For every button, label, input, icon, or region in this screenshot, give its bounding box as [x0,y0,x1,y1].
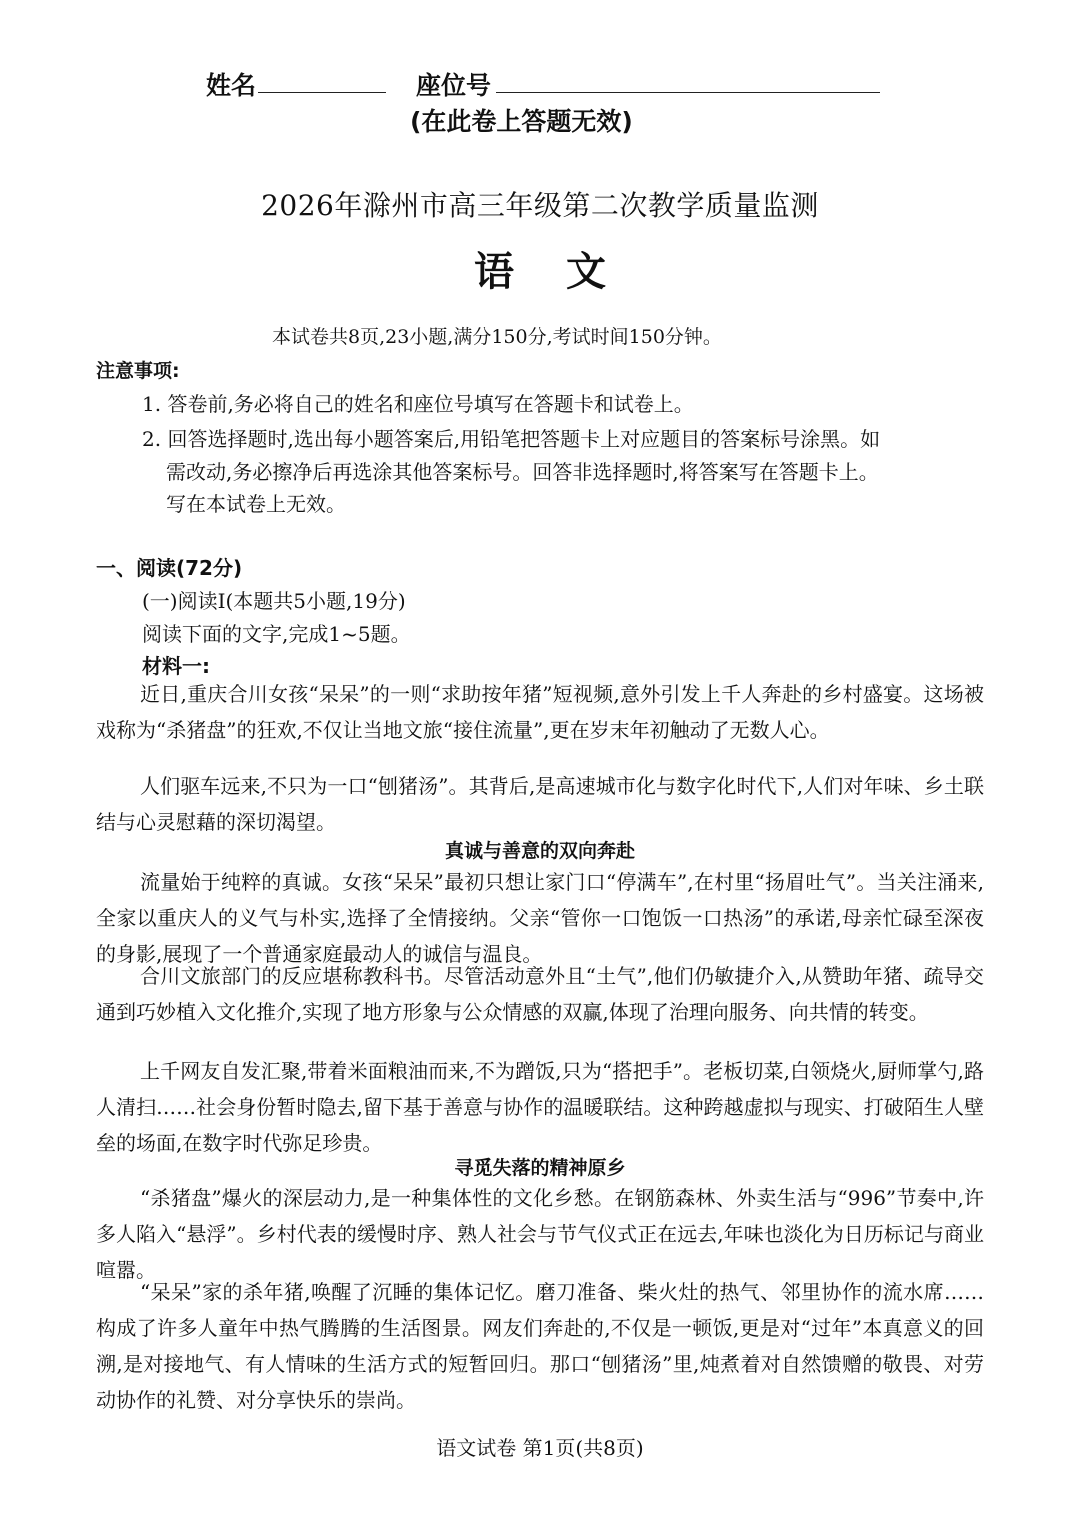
seat-label: 座位号 [416,71,492,100]
section-title: 一、阅读(72分) [96,556,243,580]
invalid-note: (在此卷上答题无效) [410,107,633,136]
paragraph-1: 近日,重庆合川女孩“呆呆”的一则“求助按年猪”短视频,意外引发上千人奔赴的乡村盛宴。这场被戏称为“杀猪盘”的狂欢,不仅让当地文旅“接住流量”,更在岁末年初触动了无数人心。 [96,682,984,742]
subhead-1: 真诚与善意的双向奔赴 [444,840,635,862]
subhead-2: 寻觅失落的精神原乡 [454,1157,626,1179]
note-item-2-line-1: 2. 回答选择题时,选出每小题答案后,用铅笔把答题卡上对应题目的答案标号涂黑。如 [142,427,881,451]
paragraph-3: 流量始于纯粹的真诚。女孩“呆呆”最初只想让家门口“停满车”,在村里“扬眉吐气”。当关注涌来,全家以重庆人的义气与朴实,选择了全情接纳。父亲“管你一口饱饭一口热汤”的承诺,母亲忙碌至深夜的身影,展现了一个普通家庭最动人的诚信与温良。 [96,870,984,966]
note-item-2-line-3: 写在本试卷上无效。 [166,492,346,516]
name-blank-line [258,92,386,93]
paragraph-5: 上千网友自发汇聚,带着米面粮油而来,不为蹭饭,只为“搭把手”。老板切菜,白领烧火,厨师掌勺,路人清扫……社会身份暂时隐去,留下基于善意与协作的温暖联结。这种跨越虚拟与现实、打破陌生人壁垒的场面,在数字时代弥足珍贵。 [96,1059,984,1155]
notes-title: 注意事项: [96,360,180,382]
part-title: (一)阅读Ⅰ(本题共5小题,19分) [142,589,406,613]
material-label: 材料一: [142,654,210,678]
exam-intro: 本试卷共8页,23小题,满分150分,考试时间150分钟。 [272,326,722,348]
subject-title: 语文 [474,249,658,295]
page-footer: 语文试卷 第1页(共8页) [436,1436,644,1460]
paragraph-7: “呆呆”家的杀年猪,唤醒了沉睡的集体记忆。磨刀准备、柴火灶的热气、邻里协作的流水席……构成了许多人童年中热气腾腾的生活图景。网友们奔赴的,不仅是一顿饭,更是对“过年”本真意义的回溯,是对接地气、有人情味的生活方式的短暂回归。那口“刨猪汤”里,炖煮着对自然馈赠的敬畏、对劳动协作的礼赞、对分享快乐的崇尚。 [96,1280,984,1412]
paragraph-2: 人们驱车远来,不只为一口“刨猪汤”。其背后,是高速城市化与数字化时代下,人们对年味、乡土联结与心灵慰藉的深切渴望。 [96,774,984,834]
name-label: 姓名 [206,71,257,100]
exam-title: 2026年滁州市高三年级第二次教学质量监测 [261,189,819,222]
note-item-1: 1. 答卷前,务必将自己的姓名和座位号填写在答题卡和试卷上。 [142,392,694,416]
note-item-2-line-2: 需改动,务必擦净后再选涂其他答案标号。回答非选择题时,将答案写在答题卡上。 [166,460,879,484]
seat-blank-line [496,92,880,93]
reading-instruction: 阅读下面的文字,完成1~5题。 [142,622,411,646]
paragraph-4: 合川文旅部门的反应堪称教科书。尽管活动意外且“土气”,他们仍敏捷介入,从赞助年猪、疏导交通到巧妙植入文化推介,实现了地方形象与公众情感的双赢,体现了治理向服务、向共情的转变。 [96,964,984,1024]
paragraph-6: “杀猪盘”爆火的深层动力,是一种集体性的文化乡愁。在钢筋森林、外卖生活与“996”节奏中,许多人陷入“悬浮”。乡村代表的缓慢时序、熟人社会与节气仪式正在远去,年味也淡化为日历标记与商业喧嚣。 [96,1186,984,1282]
